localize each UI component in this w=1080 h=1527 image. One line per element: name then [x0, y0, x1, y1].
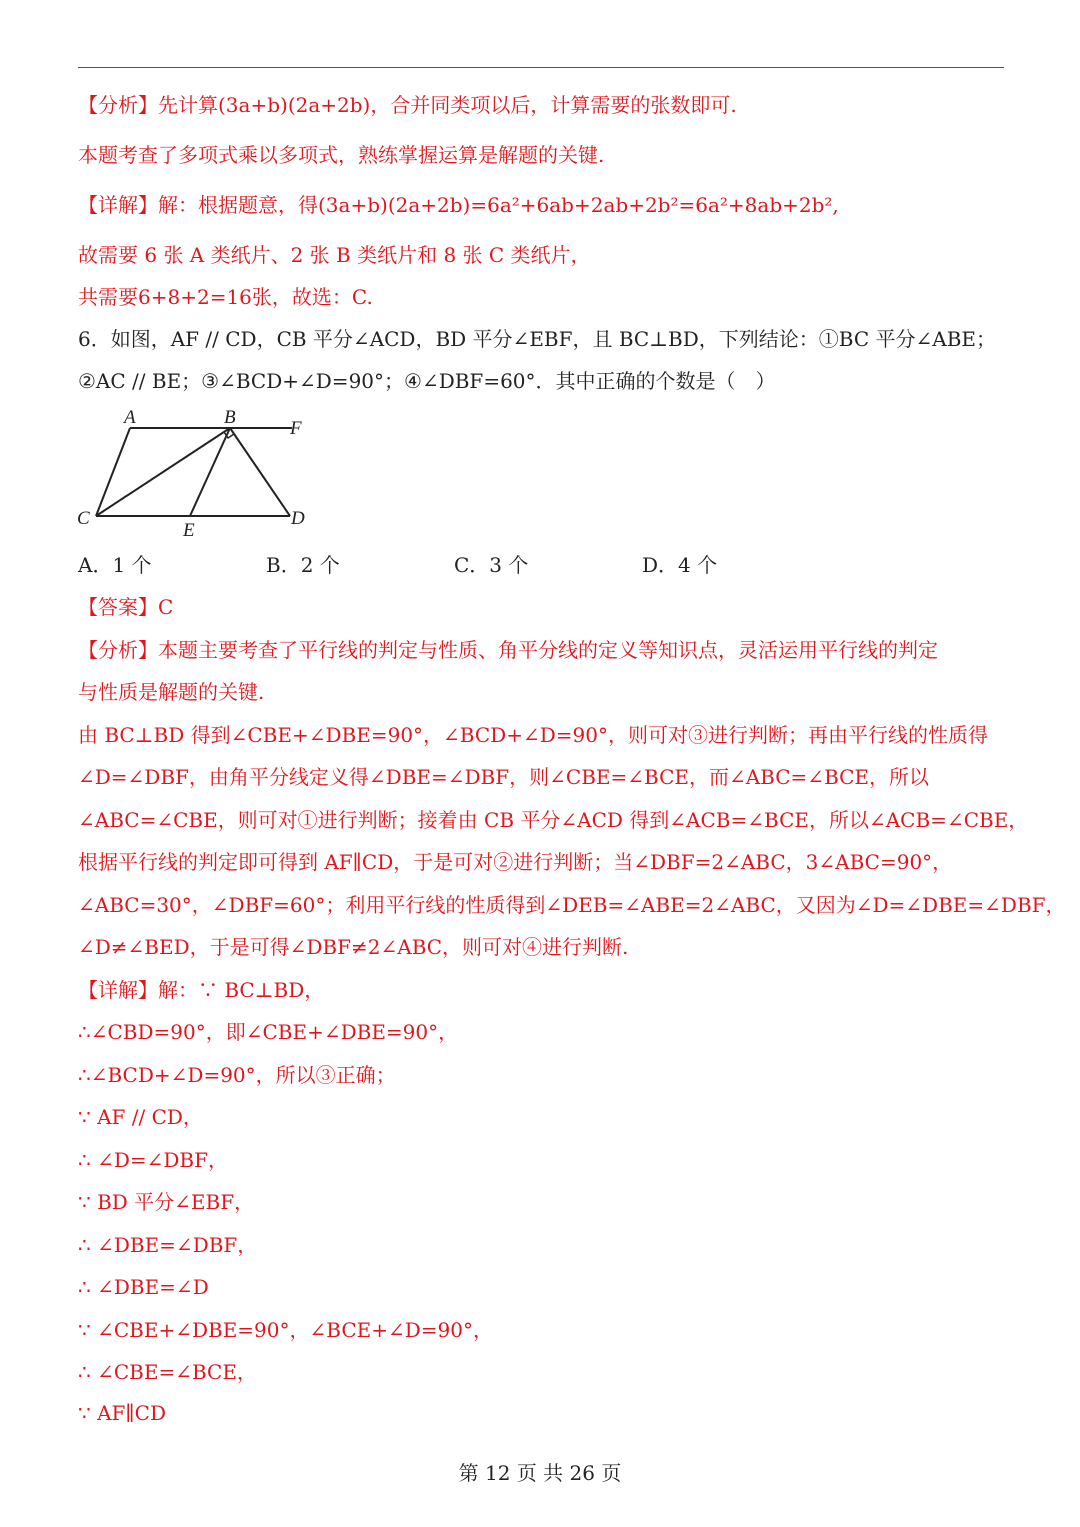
analysis2-line-5: ∠ABC=∠CBE，则可对①进行判断；接着由 CB 平分∠ACD 得到∠ACB=∠BCE，所以∠ACB=∠CBE，: [78, 808, 1029, 832]
analysis-line-1: 【分析】先计算(3a+b)(2a+2b)，合并同类项以后，计算需要的张数即可.: [78, 93, 737, 117]
analysis2-line-7: ∠ABC=30°，∠DBF=60°；利用平行线的性质得到∠DEB=∠ABE=2∠ABC，又因为∠D=∠DBE=∠DBF，: [78, 893, 1066, 917]
question-line-1: 6．如图，AF // CD，CB 平分∠ACD，BD 平分∠EBF，且 BC⊥BD，下列结论：①BC 平分∠ABE；: [78, 327, 996, 351]
choice-c: C．3 个: [454, 553, 529, 577]
detail2-line-2: ∴∠CBD=90°，即∠CBE+∠DBE=90°，: [78, 1020, 459, 1044]
question-line-2: ②AC // BE；③∠BCD+∠D=90°；④∠DBF=60°．其中正确的个数是（ ）: [78, 369, 776, 393]
detail2-line-8: ∴ ∠DBE=∠D: [78, 1275, 209, 1299]
choice-b: B．2 个: [266, 553, 340, 577]
choice-a: A．1 个: [78, 553, 152, 577]
analysis2-line-4: ∠D=∠DBF，由角平分线定义得∠DBE=∠DBF，则∠CBE=∠BCE，而∠ABC=∠BCE，所以: [78, 765, 930, 789]
detail2-line-11: ∵ AF∥CD: [78, 1401, 166, 1425]
detail-line-2: 故需要 6 张 A 类纸片、2 张 B 类纸片和 8 张 C 类纸片，: [78, 243, 591, 267]
label-B: B: [224, 407, 236, 428]
label-A: A: [124, 407, 136, 428]
line-BD: [230, 428, 290, 516]
line-AC: [96, 428, 130, 516]
detail2-line-1: 【详解】解：∵ BC⊥BD，: [78, 978, 325, 1002]
detail-line-3: 共需要6+8+2=16张，故选：C.: [78, 285, 373, 309]
label-E: E: [183, 520, 195, 541]
detail2-line-4: ∵ AF // CD，: [78, 1105, 203, 1129]
detail2-line-10: ∴ ∠CBE=∠BCE，: [78, 1360, 257, 1384]
detail2-line-6: ∵ BD 平分∠EBF，: [78, 1190, 255, 1214]
label-F: F: [290, 418, 302, 439]
analysis2-line-3: 由 BC⊥BD 得到∠CBE+∠DBE=90°，∠BCD+∠D=90°，则可对③进行判断；再由平行线的性质得: [78, 723, 988, 747]
detail2-line-9: ∵ ∠CBE+∠DBE=90°，∠BCE+∠D=90°，: [78, 1318, 493, 1342]
analysis2-line-8: ∠D≠∠BED，于是可得∠DBF≠2∠ABC，则可对④进行判断.: [78, 935, 629, 959]
detail2-line-3: ∴∠BCD+∠D=90°，所以③正确；: [78, 1063, 396, 1087]
page-footer: 第 12 页 共 26 页: [458, 1461, 622, 1485]
analysis2-line-1: 【分析】本题主要考查了平行线的判定与性质、角平分线的定义等知识点，灵活运用平行线的判定: [78, 638, 938, 662]
analysis-line-2: 本题考查了多项式乘以多项式，熟练掌握运算是解题的关键.: [78, 143, 605, 167]
choice-d: D．4 个: [642, 553, 718, 577]
header-rule: [78, 67, 1004, 68]
detail2-line-7: ∴ ∠DBE=∠DBF，: [78, 1233, 258, 1257]
answer-line: 【答案】C: [78, 595, 174, 619]
label-C: C: [77, 508, 90, 529]
analysis2-line-6: 根据平行线的判定即可得到 AF∥CD，于是可对②进行判断；当∠DBF=2∠ABC，3∠ABC=90°，: [78, 850, 953, 874]
analysis2-line-2: 与性质是解题的关键.: [78, 680, 265, 704]
detail-line-1: 【详解】解：根据题意，得(3a+b)(2a+2b)=6a²+6ab+2ab+2b²=6a²+8ab+2b²,: [78, 193, 839, 217]
detail2-line-5: ∴ ∠D=∠DBF，: [78, 1148, 228, 1172]
label-D: D: [291, 508, 305, 529]
geometry-figure: [72, 402, 342, 542]
